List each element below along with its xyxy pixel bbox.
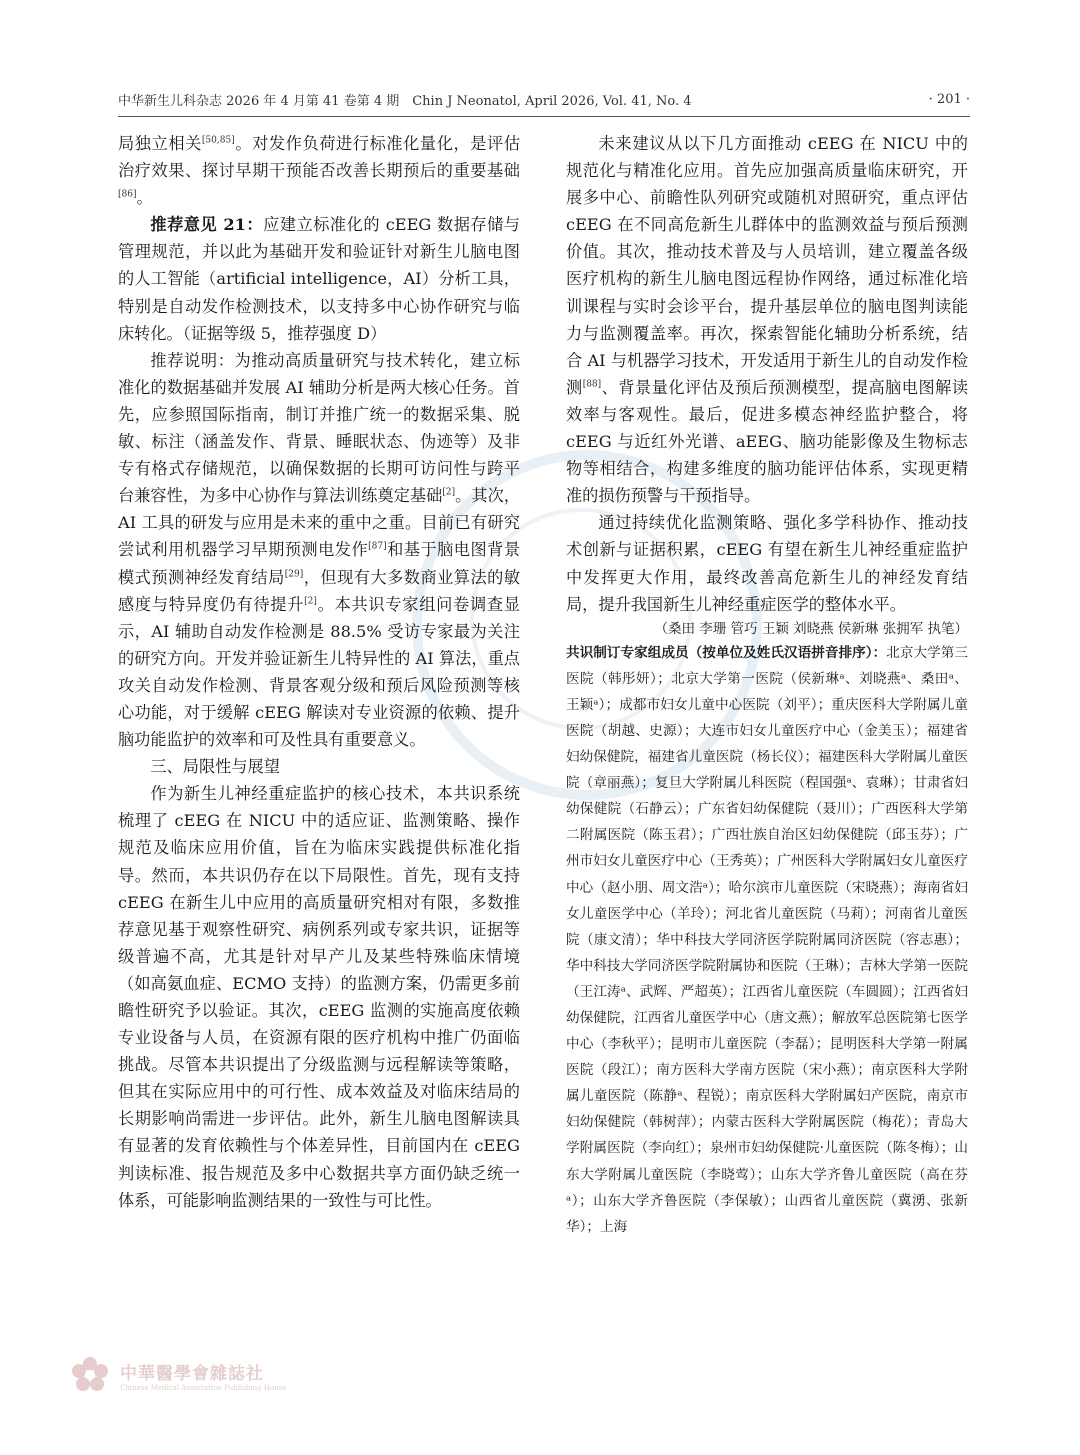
citation: [2] — [304, 596, 317, 607]
running-header — [118, 88, 970, 110]
paragraph-continued: 局独立相关[50,85]。对发作负荷进行标准化量化，是评估治疗效果、探讨早期干预能否改善长期预后的重要基础[86]。 — [118, 134, 521, 208]
citation: [87] — [368, 542, 387, 553]
publisher-name-en: Chinese Medical Association Publishing House — [120, 1383, 287, 1392]
recommendation-21: 推荐意见 21：应建立标准化的 cEEG 数据存储与管理规范，并以此为基础开发和验证针对新生儿脑电图的人工智能（artificial intelligence，AI）分析工具，特别是自动发作检测技术，以支持多中心协作研究与临床转化。（证据等级 5，推荐强度 D） — [118, 215, 520, 343]
publisher-logo — [70, 1352, 480, 1398]
future-paragraph: 未来建议从以下几方面推动 cEEG 在 NICU 中的规范化与精准化应用。首先应加强高质量临床研究，开展多中心、前瞻性队列研究或随机对照研究，重点评估 cEEG 在不同高危新生儿群体中的监测效益与预后预测价值。其次，推动技术普及与人员培训，建立覆盖各级医疗机构的新生儿脑电图远程协作网络，通过标准化培训课程与实时会诊平台，提升基层单位的脑电图判读能力与监测覆盖率。再次，探索智能化辅助分析系统，结合 AI 与机器学习技术，开发适用于新生儿的自动发作检测[88]、背景量化评估及预后预测模型，提高脑电图解读效率与客观性。最后，促进多模态神经监护整合，将 cEEG 与近红外光谱、aEEG、脑功能影像及生物标志物等相结合，构建多维度的脑功能评估体系，实现更精准的损伤预警与干预指导。 — [566, 134, 969, 506]
citation: [86] — [118, 189, 137, 200]
citation: [50,85] — [201, 135, 235, 146]
recommendation-explanation: 推荐说明：为推动高质量研究与技术转化，建立标准化的数据基础并发展 AI 辅助分析是两大核心任务。首先，应参照国际指南，制订并推广统一的数据采集、脱敏、标注（涵盖发作、背景、睡眠状态、伪迹等）及非专有格式存储规范，以确保数据的长期可访问性与跨平台兼容性，为多中心协作与算法训练奠定基础[2]。其次，AI 工具的研发与应用是未来的重中之重。目前已有研究尝试利用机器学习早期预测电发作[87]和基于脑电图背景模式预测神经发育结局[29]，但现有大多数商业算法的敏感度与特异度仍有待提升[2]。本共识专家组问卷调查显示，AI 辅助自动发作检测是 88.5% 受访专家最为关注的研究方向。开发并验证新生儿特异性的 AI 算法，重点攻关自动发作检测、背景客观分级和预后风险预测等核心功能，对于缓解 cEEG 解读对专业资源的依赖、提升脑功能监护的效率和可及性具有重要意义。 — [118, 350, 521, 750]
citation: [2] — [442, 487, 456, 498]
citation: [88] — [582, 379, 602, 390]
section-heading: 三、局限性与展望 — [150, 757, 280, 777]
right-column — [566, 130, 968, 1240]
page-number: · 201 · — [928, 91, 970, 107]
citation: [29] — [284, 569, 304, 580]
publisher-name: 中華醫學會雜誌社 — [120, 1363, 264, 1384]
header-rule — [118, 116, 970, 117]
author-signature: （桑田 李珊 管巧 王颖 刘晓燕 侯新琳 张拥军 执笔） — [654, 620, 968, 637]
left-column — [118, 130, 520, 1214]
recommendation-label: 推荐意见 21： — [150, 215, 264, 235]
flower-logo-icon — [70, 1355, 110, 1395]
members-heading: 共识制订专家组成员（按单位及姓氏汉语拼音排序）： — [566, 644, 887, 661]
conclusion-paragraph: 通过持续优化监测策略、强化多学科协作、推动技术创新与证据积累，cEEG 有望在新生儿神经重症监护中发挥更大作用，最终改善高危新生儿的神经发育结局，提升我国新生儿神经重症医学的整体水平。 — [566, 513, 968, 614]
expert-group-members: 共识制订专家组成员（按单位及姓氏汉语拼音排序）：北京大学第三医院（韩彤妍）；北京大学第一医院（侯新琳ᵃ、刘晓燕ᵃ、桑田ᵃ、王颖ᵃ）；成都市妇女儿童中心医院（刘平）；重庆医科大学附属儿童医院（胡越、史源）；大连市妇女儿童医疗中心（金美玉）；福建省妇幼保健院，福建省儿童医院（杨长仪）；福建医科大学附属儿童医院（章丽燕）；复旦大学附属儿科医院（程国强ᵃ、袁琳）；甘肃省妇幼保健院（石静云）；广东省妇幼保健院（聂川）；广西医科大学第二附属医院（陈玉君）；广西壮族自治区妇幼保健院（邱玉芬）；广州市妇女儿童医疗中心（王秀英）；广州医科大学附属妇女儿童医疗中心（赵小朋、周文浩ᵃ）；哈尔滨市儿童医院（宋晓燕）；海南省妇女儿童医学中心（羊玲）；河北省儿童医院（马莉）；河南省儿童医院（康文清）；华中科技大学同济医学院附属同济医院（容志惠）；华中科技大学同济医学院附属协和医院（王琳）；吉林大学第一医院（王江涛ᵃ、武辉、严超英）；江西省儿童医院（车圆圆）；江西省妇幼保健院，江西省儿童医学中心（唐文燕）；解放军总医院第七医学中心（李秋平）；昆明市儿童医院（李磊）；昆明医科大学第一附属医院（段江）；南方医科大学南方医院（宋小燕）；南京医科大学附属儿童医院（陈静ᵃ、程锐）；南京医科大学附属妇产医院，南京市妇幼保健院（韩树萍）；内蒙古医科大学附属医院（梅花）；青岛大学附属医院（李向红）；泉州市妇幼保健院·儿童医院（陈冬梅）；山东大学附属儿童医院（李晓莺）；山东大学齐鲁儿童医院（高在芬ᵃ）；山东大学齐鲁医院（李保敏）；山西省儿童医院（冀湧、张新华）；上海 — [566, 644, 968, 1235]
journal-citation: 中华新生儿科杂志 2026 年 4 月第 41 卷第 4 期 Chin J Neonatol, April 2026, Vol. 41, No. 4 — [118, 93, 692, 109]
limitations-paragraph: 作为新生儿神经重症监护的核心技术，本共识系统梳理了 cEEG 在 NICU 中的适应证、监测策略、操作规范及临床应用价值，旨在为临床实践提供标准化指导。然而，本共识仍存在以下局限性。首先，现有支持 cEEG 在新生儿中应用的高质量研究相对有限，多数推荐意见基于观察性研究、病例系列或专家共识，证据等级普遍不高，尤其是针对早产儿及某些特殊临床情境（如高氨血症、ECMO 支持）的监测方案，仍需更多前瞻性研究予以验证。其次，cEEG 监测的实施高度依赖专业设备与人员，在资源有限的医疗机构中推广仍面临挑战。尽管本共识提出了分级监测与远程解读等策略，但其在实际应用中的可行性、成本效益及对临床结局的长期影响尚需进一步评估。此外，新生儿脑电图解读具有显著的发育依赖性与个体差异性，目前国内在 cEEG 判读标准、报告规范及多中心数据共享方面仍缺乏统一体系，可能影响监测结果的一致性与可比性。 — [118, 784, 520, 1210]
